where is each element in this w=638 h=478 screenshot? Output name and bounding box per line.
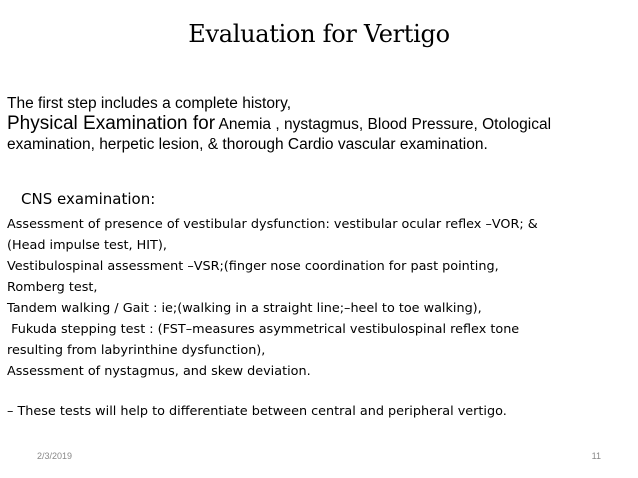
cns-line: (Head impulse test, HIT),	[7, 238, 167, 253]
intro-line-3: examination, herpetic lesion, & thorough Cardio vascular examination.	[7, 136, 488, 153]
cns-body	[7, 214, 633, 382]
cns-line: Fukuda stepping test : (FST–measures asymmetrical vestibulospinal reflex tone	[7, 322, 520, 337]
cns-line: Romberg test,	[7, 280, 98, 295]
cns-line: Tandem walking / Gait : ie;(walking in a straight line;–heel to toe walking),	[7, 301, 482, 316]
cns-line: resulting from labyrinthine dysfunction),	[7, 343, 266, 358]
cns-line: Assessment of nystagmus, and skew deviation.	[7, 364, 311, 379]
intro-line-1: The first step includes a complete history,	[7, 95, 292, 112]
physical-examination-items: Anemia , nystagmus, Blood Pressure, Otological	[215, 116, 552, 133]
intro-line-2	[7, 114, 631, 135]
footer-page-number: 11	[591, 451, 601, 461]
cns-line: Assessment of presence of vestibular dysfunction: vestibular ocular reflex –VOR; &	[7, 217, 538, 232]
slide-title: Evaluation for Vertigo	[188, 20, 450, 48]
physical-examination-label: Physical Examination for	[7, 113, 216, 134]
summary-note: – These tests will help to differentiate between central and peripheral vertigo.	[7, 404, 507, 419]
footer-date: 2/3/2019	[37, 451, 73, 461]
cns-line: Vestibulospinal assessment –VSR;(finger nose coordination for past pointing,	[7, 259, 499, 274]
cns-heading: CNS examination:	[21, 190, 156, 208]
intro-paragraph	[7, 94, 631, 155]
